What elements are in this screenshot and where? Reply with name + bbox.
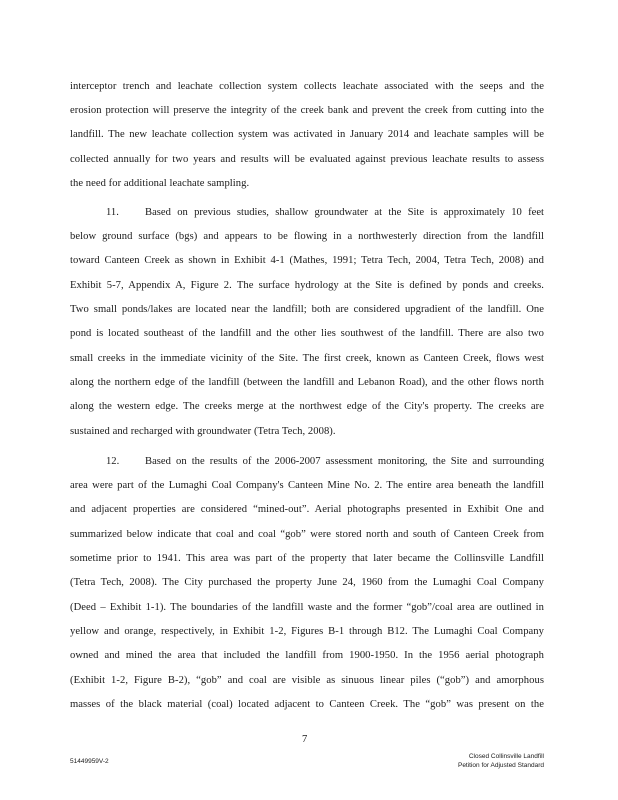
paragraph-11-first-line: Based on previous studies, shallow groundwater at the Site is approximately 10 feet: [145, 207, 544, 218]
footer-title: [458, 752, 544, 770]
paragraph-line: landfill. The new leachate collection system was activated in January 2014 and leachate samples will be: [70, 129, 544, 140]
paragraph-line: owned and mined the area that included the landfill from 1900-1950. In the 1956 aerial photograph: [70, 650, 544, 661]
paragraph-line: erosion protection will preserve the integrity of the creek bank and prevent the creek from cutting into the: [70, 105, 544, 116]
paragraph-number-12: 12.: [106, 456, 120, 467]
paragraph-line: along the northern edge of the landfill (between the landfill and Lebanon Road), and the other flows north: [70, 377, 544, 388]
paragraph-line: toward Canteen Creek as shown in Exhibit 4-1 (Mathes, 1991; Tetra Tech, 2004, Tetra Tech, 2008) and: [70, 255, 544, 266]
paragraph-line: sometime prior to 1941. This area was part of the property that later became the Collinsville Landfill: [70, 553, 544, 564]
footer-title-line-2: Petition for Adjusted Standard: [457, 762, 544, 769]
paragraph-line: yellow and orange, respectively, in Exhibit 1-2, Figures B-1 through B12. The Lumaghi Coal Company: [70, 626, 544, 637]
paragraph-line: summarized below indicate that coal and coal “gob” were stored north and south of Canteen Creek from: [70, 529, 544, 540]
paragraph-line: the need for additional leachate sampling.: [70, 178, 250, 189]
paragraph-line: interceptor trench and leachate collection system collects leachate associated with the seeps and the: [70, 81, 544, 92]
paragraph-line: along the western edge. The creeks merge at the northwest edge of the City's property. The creeks are: [70, 401, 544, 412]
paragraph-line: area were part of the Lumaghi Coal Company's Canteen Mine No. 2. The entire area beneath the landfill: [70, 480, 544, 491]
page-number: 7: [302, 734, 308, 745]
paragraph-line: masses of the black material (coal) located adjacent to Canteen Creek. The “gob” was present on the: [70, 699, 544, 710]
paragraph-line: (Tetra Tech, 2008). The City purchased the property June 24, 1960 from the Lumaghi Coal Company: [70, 577, 544, 588]
paragraph-line: and adjacent properties are considered “mined-out”. Aerial photographs presented in Exhibit One and: [70, 504, 544, 515]
paragraph-line: sustained and recharged with groundwater (Tetra Tech, 2008).: [70, 426, 336, 437]
paragraph-line: Exhibit 5-7, Appendix A, Figure 2. The surface hydrology at the Site is defined by ponds and creeks.: [70, 280, 544, 291]
footer-title-line-1: Closed Collinsville Landfill: [468, 753, 544, 760]
paragraph-line: small creeks in the immediate vicinity of the Site. The first creek, known as Canteen Creek, flows west: [70, 353, 544, 364]
paragraph-line: (Deed – Exhibit 1-1). The boundaries of the landfill waste and the former “gob”/coal area are outlined in: [70, 602, 544, 613]
paragraph-line: (Exhibit 1-2, Figure B-2), “gob” and coal are visible as sinuous linear piles (“gob”) and amorphous: [70, 675, 544, 686]
paragraph-line: collected annually for two years and results will be evaluated against previous leachate results to assess: [70, 154, 544, 165]
paragraph-line: Two small ponds/lakes are located near the landfill; both are considered upgradient of the landfill. One: [70, 304, 544, 315]
paragraph-line: below ground surface (bgs) and appears to be flowing in a northwesterly direction from the landfill: [70, 231, 544, 242]
footer-document-id: 51449959V-2: [70, 758, 109, 765]
paragraph-12-first-line: Based on the results of the 2006-2007 assessment monitoring, the Site and surrounding: [145, 456, 544, 467]
paragraph-line: pond is located southeast of the landfill and the other lies southwest of the landfill. There are also two: [70, 328, 544, 339]
paragraph-number-11: 11.: [106, 207, 119, 218]
